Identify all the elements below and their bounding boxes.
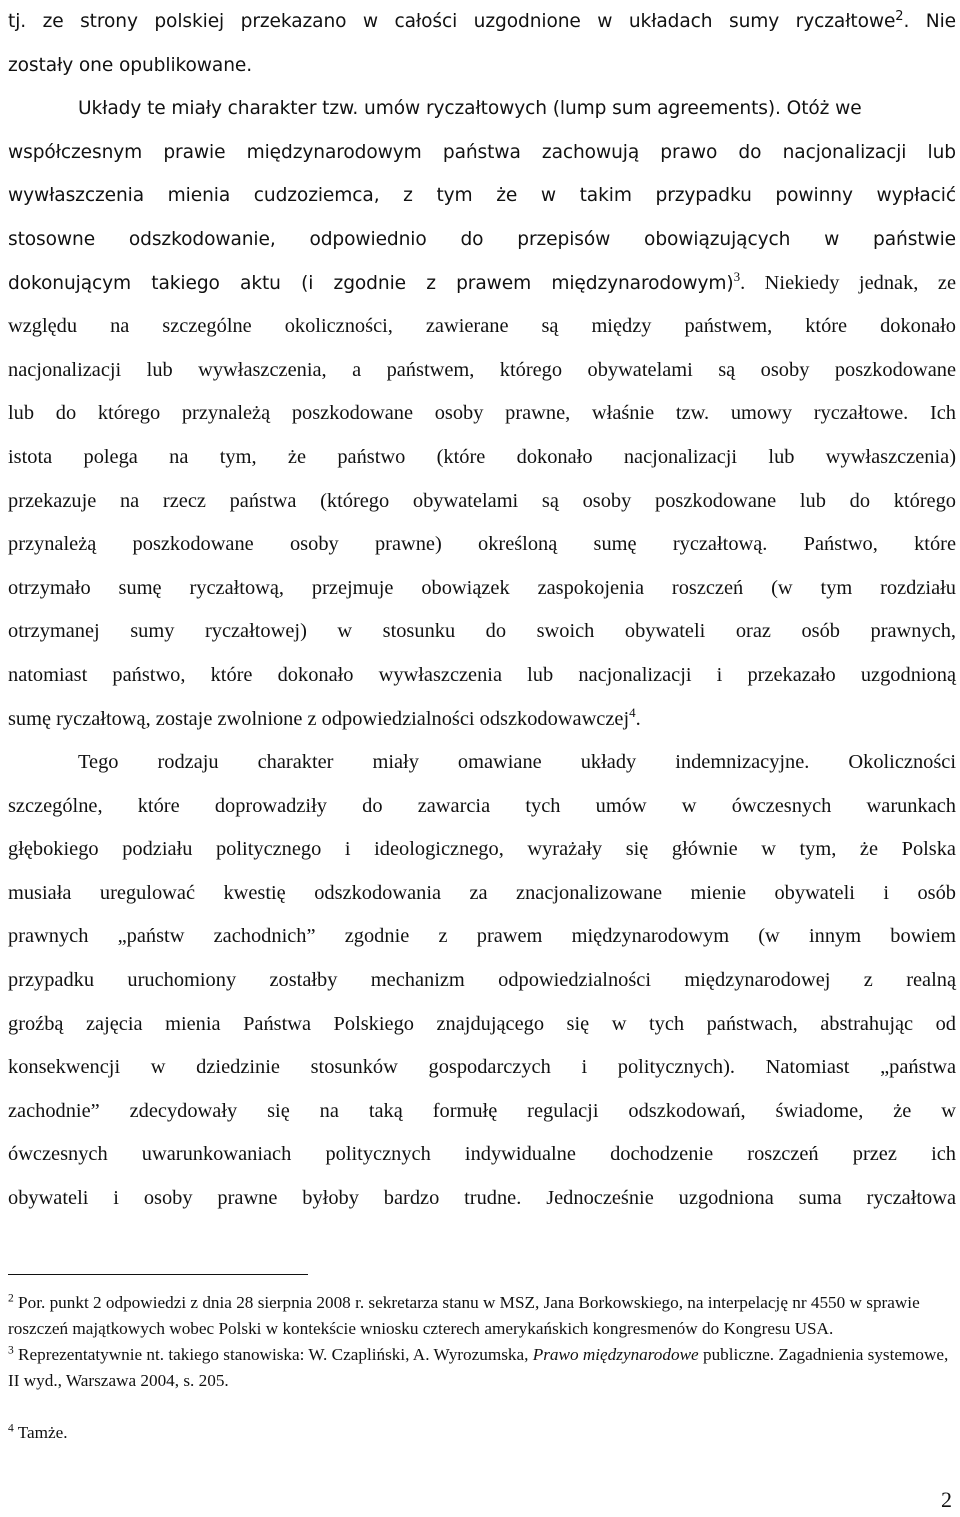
- text-line: zachodnie” zdecydowały się na taką formułę regulacji odszkodowań, świadome, że w: [8, 1099, 956, 1122]
- text-line: natomiast państwo, które dokonało wywłaszczenia lub nacjonalizacji i przekazało uzgodnioną: [8, 663, 956, 686]
- text-line: musiała uregulować kwestię odszkodowania za znacjonalizowane mienie obywateli i osób: [8, 881, 956, 904]
- book-title: Prawo międzynarodowe: [532, 1345, 699, 1364]
- text-line: lub do którego przynależą poszkodowane osoby prawne, właśnie tzw. umowy ryczałtowe. Ich: [8, 402, 956, 425]
- text-line: zostały one opublikowane.: [8, 54, 253, 76]
- text-line: względu na szczególne okoliczności, zawierane są między państwem, które dokonało: [8, 315, 956, 338]
- footnote-3: $^3$ Reprezentatywnie nt. takiego stanowiska: W. Czapliński, A. Wyrozumska, Prawo międzynarodowe publiczne. Zagadnienia systemowe, II wyd., Warszawa 2004, s. 205.: [8, 1344, 949, 1390]
- text-line: sumę ryczałtową, zostaje zwolnione z odpowiedzialności odszkodowawczej$^4$.: [8, 704, 641, 730]
- page-number: 2: [941, 1487, 952, 1512]
- footnote-separator: [8, 1274, 308, 1275]
- footnotes: [8, 1290, 956, 1446]
- text-line: ówczesnych uwarunkowaniach politycznych indywidualne dochodzenie roszczeń przez ich: [8, 1143, 956, 1166]
- text-line: otrzymało sumę ryczałtową, przejmuje obowiązek zaspokojenia roszczeń (w tym rozdziału: [8, 576, 956, 599]
- document-page: [8, 0, 956, 1221]
- text-line: stosowne odszkodowanie, odpowiednio do przepisów obowiązujących w państwie: [8, 228, 956, 250]
- text-line: konsekwencji w dziedzinie stosunków gospodarczych i politycznych). Natomiast „państwa: [8, 1056, 956, 1079]
- text-line: obywateli i osoby prawne byłoby bardzo trudne. Jednocześnie uzgodniona suma ryczałtowa: [8, 1187, 956, 1210]
- text-line: Układy te miały charakter tzw. umów ryczałtowych (lump sum agreements). Otóż we: [78, 98, 862, 120]
- text-line: groźbą zajęcia mienia Państwa Polskiego znajdującego się w tych państwach, abstrahując od: [8, 1012, 956, 1035]
- text-line: wywłaszczenia mienia cudzoziemca, z tym że w takim przypadku powinny wypłacić: [8, 185, 956, 207]
- footnote-ref-4[interactable]: 4: [629, 704, 636, 720]
- text-line: prawnych „państw zachodnich” zgodnie z prawem międzynarodowym (w innym bowiem: [8, 925, 956, 948]
- text-line: głębokiego podziału politycznego i ideologicznego, wyrażały się głównie w tym, że Polska: [8, 838, 956, 861]
- text-line: przynależą poszkodowane osoby prawne) określoną sumę ryczałtową. Państwo, które: [8, 533, 956, 556]
- text-line: istota polega na tym, że państwo (które dokonało nacjonalizacji lub wywłaszczenia): [8, 445, 956, 468]
- text-line: tj. ze strony polskiej przekazano w całości uzgodnione w układach sumy ryczałtowe$^2$. Nie: [8, 8, 956, 32]
- text-line: szczególne, które doprowadziły do zawarcia tych umów w ówczesnych warunkach: [8, 794, 956, 817]
- text-line: nacjonalizacji lub wywłaszczenia, a państwem, którego obywatelami są osoby poszkodowane: [8, 358, 956, 381]
- footnote-ref-2[interactable]: 2: [895, 8, 904, 24]
- text-line: przekazuje na rzecz państwa (którego obywatelami są osoby poszkodowane lub do którego: [8, 489, 956, 512]
- footnote-ref-3[interactable]: 3: [733, 268, 741, 284]
- footnote-2: $^2$ Por. punkt 2 odpowiedzi z dnia 28 sierpnia 2008 r. sekretarza stanu w MSZ, Jana Borkowskiego, na interpelację nr 4550 w sprawie roszczeń majątkowych wobec Polski w kontekście wniosku czterech amerykańskich kongresmenów do Kongresu USA.: [8, 1292, 920, 1338]
- text-line: współczesnym prawie międzynarodowym państwa zachowują prawo do nacjonalizacji lub: [8, 141, 956, 163]
- text-line: Tego rodzaju charakter miały omawiane układy indemnizacyjne. Okoliczności: [78, 751, 956, 774]
- text-line: dokonującym takiego aktu (i zgodnie z prawem międzynarodowym)$^3$. Niekiedy jednak, ze: [8, 268, 957, 294]
- footnote-4: $^4$ Tamże.: [8, 1422, 68, 1442]
- text-line: przypadku uruchomiony zostałby mechanizm odpowiedzialności międzynarodowej z realną: [8, 969, 956, 992]
- text-line: otrzymanej sumy ryczałtowej) w stosunku do swoich obywateli oraz osób prawnych,: [8, 620, 956, 643]
- body-text: [8, 0, 956, 1221]
